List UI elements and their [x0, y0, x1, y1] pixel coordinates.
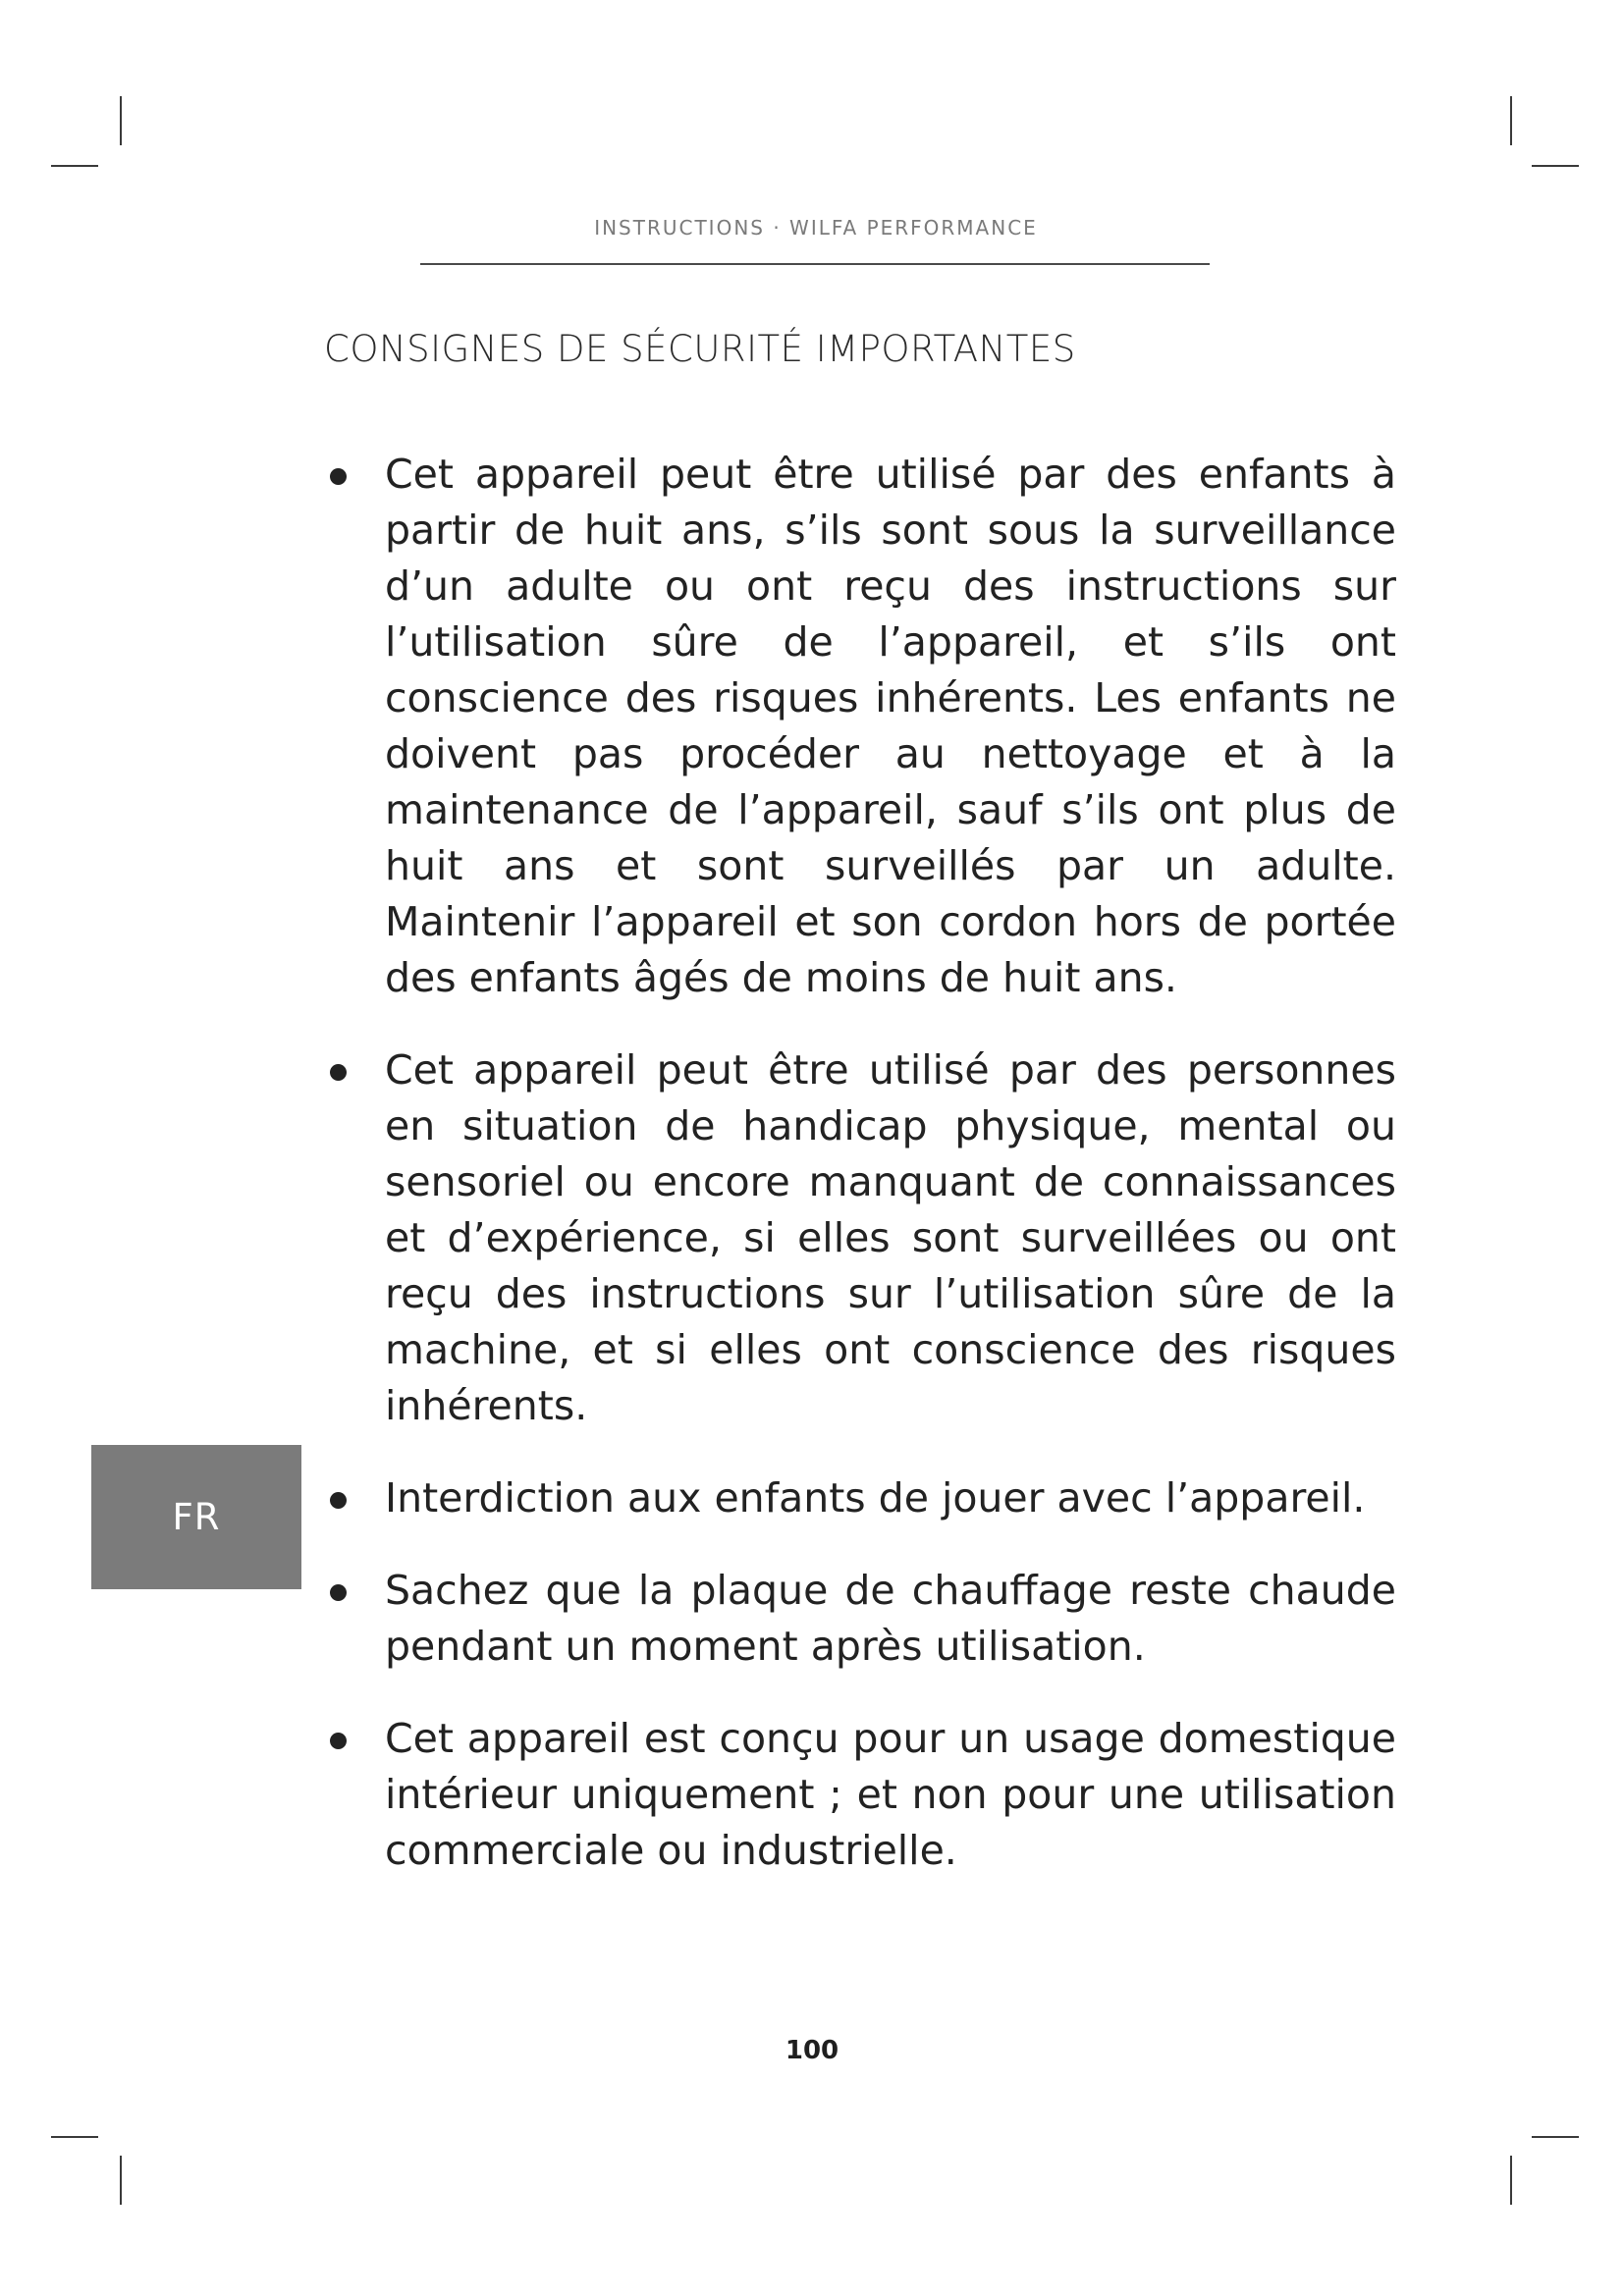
language-tab [91, 1445, 301, 1589]
bullet-icon [330, 1492, 347, 1509]
bullet-icon [330, 468, 347, 485]
safety-instructions-list [324, 447, 1396, 1915]
crop-mark-top-left-horizontal [51, 165, 98, 167]
list-item-text: Cet appareil peut être utilisé par des personnes en situation de handicap physique, mental ou sensoriel ou encore manquant de connaissances et d’expérience, si elles sont surveillées ou ont reçu des instructions sur l’utilisation sûre de la machine, et si elles ont conscience des risques inhérents. [385, 1046, 1396, 1429]
bullet-icon [330, 1733, 347, 1749]
list-item [324, 1470, 1396, 1526]
list-item [324, 1042, 1396, 1434]
list-item-text: Interdiction aux enfants de jouer avec l’appareil. [385, 1474, 1366, 1522]
running-header: INSTRUCTIONS · WILFA PERFORMANCE [594, 216, 1038, 240]
list-item [324, 1711, 1396, 1879]
crop-mark-top-right-horizontal [1532, 165, 1579, 167]
list-item-text: Cet appareil est conçu pour un usage domestique intérieur uniquement ; et non pour une utilisation commerciale ou industrielle. [385, 1715, 1396, 1874]
crop-mark-bottom-right-vertical [1510, 2156, 1512, 2205]
bullet-icon [330, 1064, 347, 1081]
crop-mark-top-left-vertical [120, 96, 122, 145]
crop-mark-bottom-right-horizontal [1532, 2136, 1579, 2138]
list-item-text: Sachez que la plaque de chauffage reste chaude pendant un moment après utilisation. [385, 1567, 1396, 1670]
list-item-text: Cet appareil peut être utilisé par des enfants à partir de huit ans, s’ils sont sous la surveillance d’un adulte ou ont reçu des instructions sur l’utilisation sûre de l’appareil, et s’ils ont conscience des risques inhérents. Les enfants ne doivent pas procéder au nettoyage et à la maintenance de l’appareil, sauf s’ils ont plus de huit ans et sont surveillés par un adulte. Maintenir l’appareil et son cordon hors de portée des enfants âgés de moins de huit ans. [385, 451, 1396, 1001]
header-divider [420, 263, 1210, 265]
bullet-icon [330, 1584, 347, 1601]
crop-mark-bottom-left-vertical [120, 2156, 122, 2205]
language-tab-label: FR [172, 1496, 221, 1538]
crop-mark-bottom-left-horizontal [51, 2136, 98, 2138]
section-title: CONSIGNES DE SÉCURITÉ IMPORTANTES [324, 328, 1076, 370]
list-item [324, 1563, 1396, 1675]
list-item [324, 447, 1396, 1006]
page-number: 100 [785, 2036, 839, 2065]
crop-mark-top-right-vertical [1510, 96, 1512, 145]
